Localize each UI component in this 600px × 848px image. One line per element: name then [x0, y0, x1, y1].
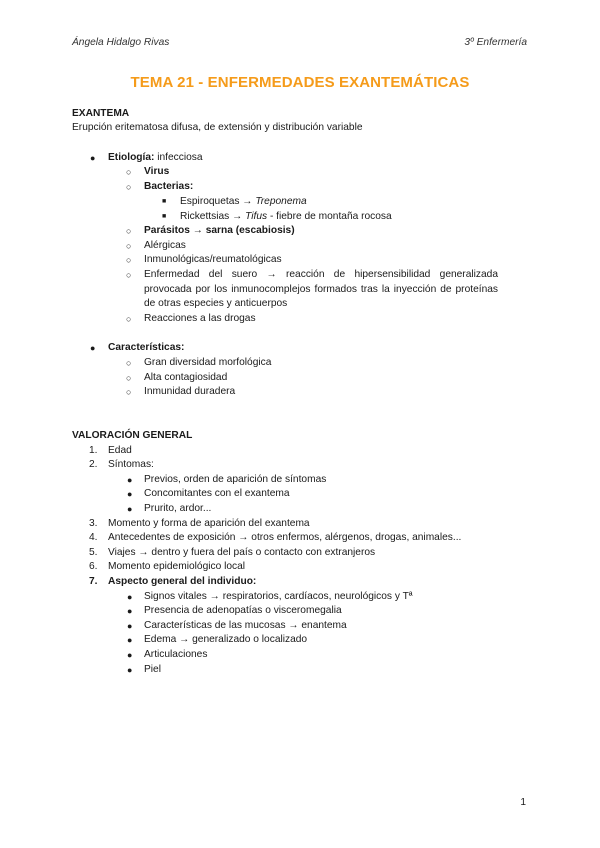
- etiologia-label: Etiología:: [108, 152, 155, 163]
- etiologia-suero-line2: provocada por los inmunocomplejos formados tras la inyección de proteínas: [144, 284, 498, 295]
- etiologia-parasitos: Parásitos → sarna (escabiosis): [144, 225, 295, 236]
- section-heading-valoracion: VALORACIÓN GENERAL: [72, 430, 193, 441]
- etiologia-inmuno: Inmunológicas/reumatológicas: [144, 254, 282, 265]
- circle-bullet-icon: ○: [126, 373, 132, 383]
- treponema-text: Treponema: [255, 196, 307, 207]
- bullet-icon: ●: [127, 665, 133, 675]
- etiologia-alergicas: Alérgicas: [144, 240, 186, 251]
- circle-bullet-icon: ○: [126, 226, 132, 236]
- aspecto-item: Características de las mucosas → enantema: [144, 620, 347, 631]
- aspecto-item: Edema → generalizado o localizado: [144, 634, 308, 645]
- etiologia-virus: Virus: [144, 166, 170, 177]
- etiologia-item: [108, 151, 203, 165]
- list-number: 3.: [89, 518, 98, 529]
- page-number: 1: [520, 797, 526, 808]
- bullet-icon: ●: [127, 635, 133, 645]
- valoracion-antecedentes: Antecedentes de exposición → otros enfermos, alérgenos, drogas, animales...: [108, 532, 462, 543]
- circle-bullet-icon: ○: [126, 241, 132, 251]
- list-number: 4.: [89, 532, 98, 543]
- etiologia-bacterias: Bacterias:: [144, 181, 194, 192]
- bullet-icon: ●: [127, 489, 133, 499]
- valoracion-momento: Momento y forma de aparición del exantema: [108, 518, 310, 529]
- bullet-icon: ●: [127, 475, 133, 485]
- section-heading-exantema: EXANTEMA: [72, 108, 130, 119]
- circle-bullet-icon: ○: [126, 314, 132, 324]
- valoracion-sintomas: Síntomas:: [108, 459, 154, 470]
- circle-bullet-icon: ○: [126, 255, 132, 265]
- caracteristicas-label: Características:: [108, 342, 185, 353]
- bullet-icon: ●: [127, 650, 133, 660]
- circle-bullet-icon: ○: [126, 270, 132, 280]
- sintomas-item: Prurito, ardor...: [144, 503, 212, 514]
- list-number: 2.: [89, 459, 98, 470]
- etiologia-suero-line3: de otras especies y anticuerpos: [144, 298, 288, 309]
- bullet-icon: ●: [90, 343, 96, 353]
- page-title: TEMA 21 - ENFERMEDADES EXANTEMÁTICAS: [130, 74, 470, 91]
- sintomas-item: Previos, orden de aparición de síntomas: [144, 474, 327, 485]
- aspecto-item: Piel: [144, 664, 161, 675]
- tifus-text: Tifus: [245, 211, 268, 222]
- aspecto-item: Signos vitales → respiratorios, cardíacos, neurológicos y Tª: [144, 591, 413, 602]
- circle-bullet-icon: ○: [126, 358, 132, 368]
- bullet-icon: ●: [127, 592, 133, 602]
- valoracion-edad: Edad: [108, 445, 132, 456]
- header-course: 3º Enfermería: [464, 37, 527, 48]
- valoracion-epidemiologico: Momento epidemiológico local: [108, 561, 246, 572]
- list-number: 7.: [89, 576, 98, 587]
- valoracion-viajes: Viajes → dentro y fuera del país o contacto con extranjeros: [108, 547, 376, 558]
- valoracion-aspecto: Aspecto general del individuo:: [108, 576, 257, 587]
- etiologia-drogas: Reacciones a las drogas: [144, 313, 256, 324]
- list-number: 5.: [89, 547, 98, 558]
- square-bullet-icon: ■: [162, 213, 167, 220]
- bullet-icon: ●: [127, 621, 133, 631]
- circle-bullet-icon: ○: [126, 167, 132, 177]
- header-author: Ángela Hidalgo Rivas: [72, 37, 170, 48]
- bullet-icon: ●: [127, 504, 133, 514]
- etiologia-value: infecciosa: [154, 152, 203, 163]
- rickettsias-rest-text: - fiebre de montaña rocosa: [267, 211, 392, 222]
- list-number: 6.: [89, 561, 98, 572]
- caracteristicas-item: Inmunidad duradera: [144, 386, 236, 397]
- sintomas-item: Concomitantes con el exantema: [144, 488, 290, 499]
- bacterias-rickettsias: [180, 210, 392, 224]
- list-number: 1.: [89, 445, 98, 456]
- caracteristicas-item: Alta contagiosidad: [144, 372, 228, 383]
- espiroquetas-text: Espiroquetas →: [180, 196, 256, 207]
- bullet-icon: ●: [127, 606, 133, 616]
- exantema-definition: Erupción eritematosa difusa, de extensión y distribución variable: [72, 122, 363, 133]
- caracteristicas-item: Gran diversidad morfológica: [144, 357, 272, 368]
- circle-bullet-icon: ○: [126, 182, 132, 192]
- square-bullet-icon: ■: [162, 198, 167, 205]
- rickettsias-text: Rickettsias →: [180, 211, 246, 222]
- aspecto-item: Presencia de adenopatías o visceromegalia: [144, 605, 342, 616]
- bullet-icon: ●: [90, 153, 96, 163]
- aspecto-item: Articulaciones: [144, 649, 208, 660]
- etiologia-suero-line1: Enfermedad del suero → reacción de hipersensibilidad generalizada: [144, 269, 498, 280]
- circle-bullet-icon: ○: [126, 387, 132, 397]
- bacterias-espiroquetas: [180, 195, 307, 209]
